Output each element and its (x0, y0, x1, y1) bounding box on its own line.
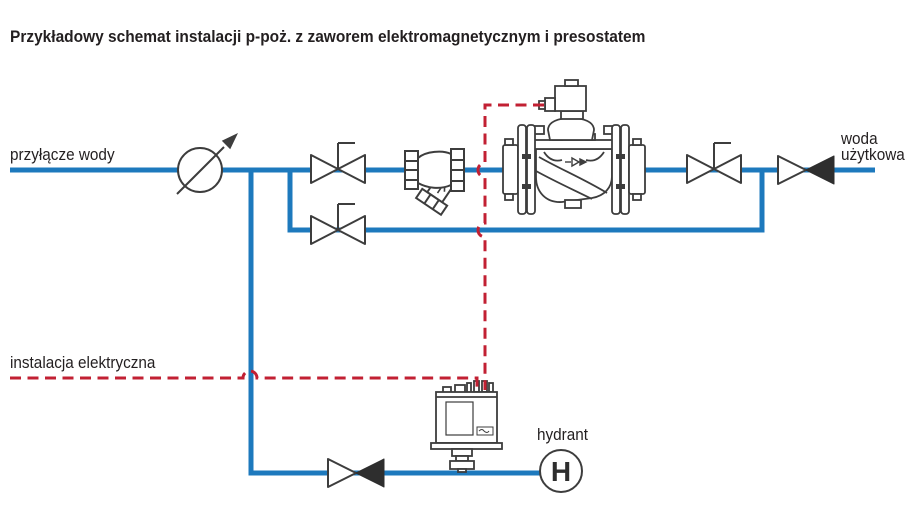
gate-valve-icon (311, 143, 365, 183)
check-valve-icon (778, 156, 834, 184)
label-utility-water-line1: woda (841, 129, 878, 148)
label-electrical-installation: instalacja elektryczna (10, 353, 156, 372)
pressure-switch-icon (431, 381, 502, 472)
label-water-supply: przyłącze wody (10, 145, 115, 164)
water-meter-icon (177, 133, 238, 194)
label-utility-water-line2: użytkowa (841, 145, 905, 164)
gate-valve-icon (311, 204, 365, 244)
solenoid-valve-icon (503, 80, 645, 214)
y-strainer-icon (405, 149, 464, 215)
gate-valve-icon (687, 143, 741, 183)
check-valve-icon (328, 459, 384, 487)
label-utility-water (841, 131, 905, 163)
label-hydrant: hydrant (537, 425, 589, 444)
diagram-title: Przykładowy schemat instalacji p-poż. z zaworem elektromagnetycznym i presostatem (10, 27, 646, 46)
electrical-main-line (10, 371, 477, 390)
hydrant-symbol-letter: H (550, 456, 572, 487)
